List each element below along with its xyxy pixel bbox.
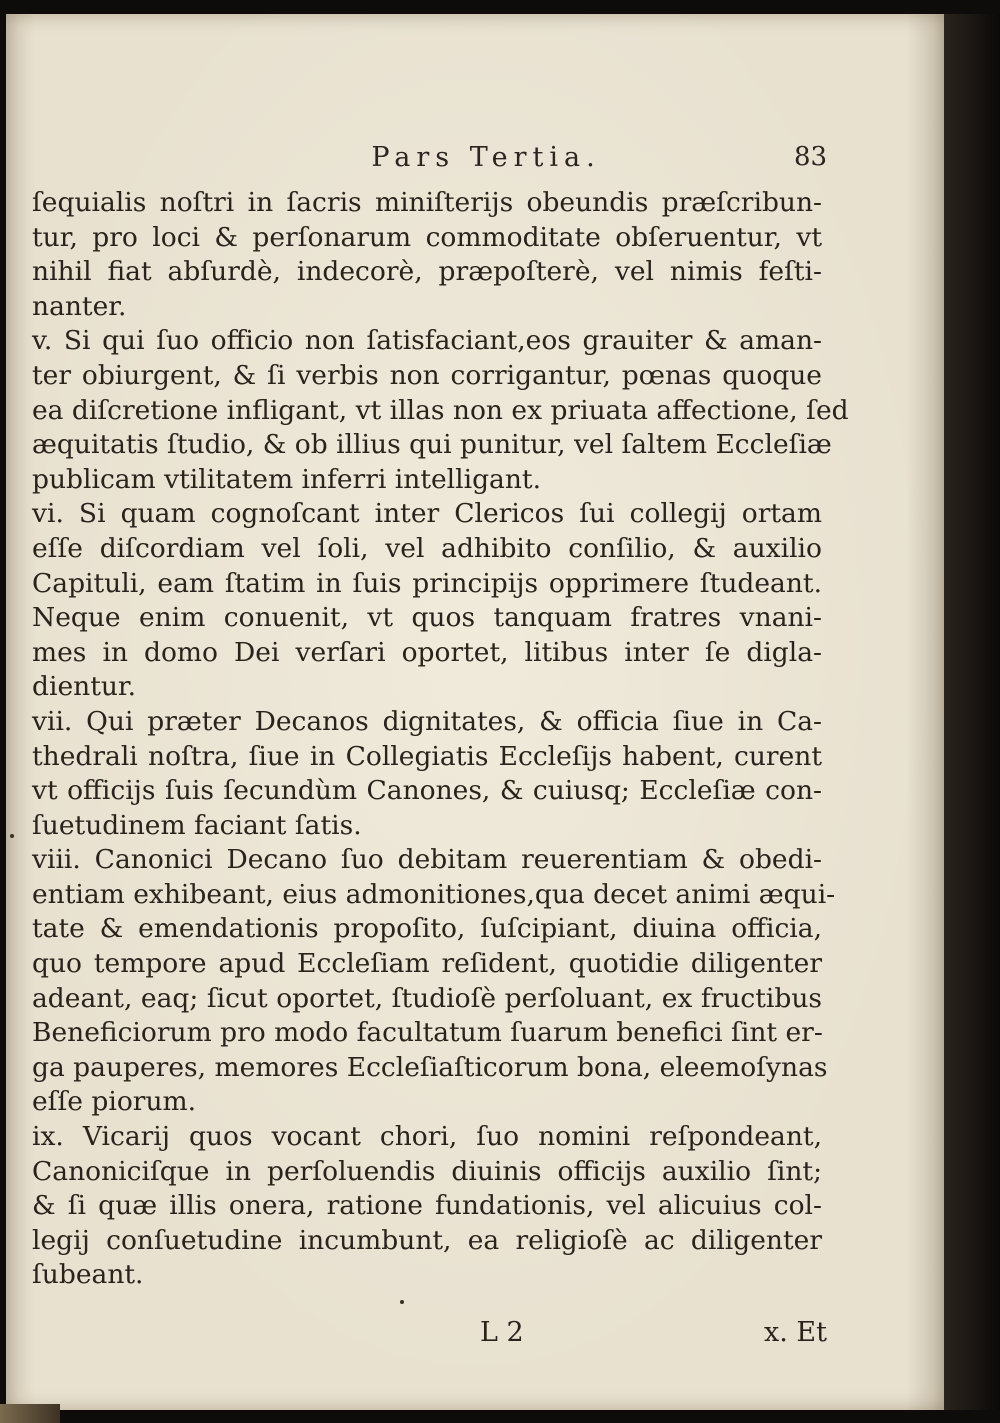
body-text [32,186,849,1293]
text-line-section-v: v. Si qui ſuo officio non ſatisfaciant,eos grauiter & aman- [32,325,822,357]
text-line-section-vi: vi. Si quam cognoſcant inter Clericos ſui collegij ortam [32,498,822,530]
ink-speck [400,1300,404,1304]
text-line: thedrali noſtra, ſiue in Collegiatis Eccleſijs habent, curent [32,740,822,772]
text-line-section-ix: ix. Vicarij quos vocant chori, ſuo nomini reſpondeant, [32,1121,822,1153]
text-line: ga pauperes, memores Eccleſiaſticorum bona, eleemoſynas [32,1051,828,1083]
running-head-title: Pars Tertia. [371,142,601,173]
text-line: eſſe piorum. [32,1086,197,1118]
text-line: tate & emendationis propoſito, ſuſcipiant, diuina officia, [32,913,822,945]
text-line: Capituli, eam ſtatim in ſuis principijs opprimere ſtudeant. [32,567,822,599]
text-line: ſubeant. [32,1259,144,1291]
text-line: ſequialis noſtri in ſacris miniſterijs obeundis præſcribun- [32,187,822,218]
text-line-section-viii: viii. Canonici Decano ſuo debitam reuerentiam & obedi- [32,844,822,876]
text-line: ea diſcretione infligant, vt illas non ex priuata affectione, ſed [32,394,849,426]
text-line: quo tempore apud Eccleſiam reſident, quotidie diligenter [32,948,822,980]
text-line: Canoniciſque in perſoluendis diuinis officijs auxilio ſint; [32,1155,822,1187]
page-edge-shadow [944,14,1000,1410]
text-line: tur, pro loci & perſonarum commoditate obſeruentur, vt [32,221,822,253]
running-head [26,142,946,182]
page-footer [6,1317,946,1357]
text-line: legij conſuetudine incumbunt, ea religioſè ac diligenter [32,1224,822,1256]
text-line: eſſe diſcordiam vel ſoli, vel adhibito conſilio, & auxilio [32,532,822,564]
text-line: vt officijs ſuis ſecundùm Canones, & cuiusq; Eccleſiæ con- [32,775,822,807]
text-line: & ſi quæ illis onera, ratione fundationis, vel alicuius col- [32,1190,822,1222]
binding-edge [0,1404,60,1423]
page-number: 83 [794,142,828,172]
text-line: Beneficiorum pro modo facultatum ſuarum benefici ſint er- [32,1017,823,1049]
text-line: entiam exhibeant, eius admonitiones,qua decet animi æqui- [32,878,836,910]
text-line: nihil fiat abſurdè, indecorè, præpoſterè, vel nimis feſti- [32,256,822,288]
text-line: Neque enim conuenit, vt quos tanquam fratres vnani- [32,602,822,634]
ink-speck [10,834,14,838]
text-line: dientur. [32,671,137,703]
catchword: x. Et [764,1317,827,1348]
signature-mark: L 2 [480,1317,524,1348]
text-line: adeant, eaq; ſicut oportet, ſtudioſè perſoluant, ex fructibus [32,982,822,1014]
text-line: æquitatis ſtudio, & ob illius qui punitur, vel ſaltem Eccleſiæ [32,429,832,461]
text-line-section-vii: vii. Qui præter Decanos dignitates, & officia ſiue in Ca- [32,705,822,737]
text-line: ter obiurgent, & ſi verbis non corrigantur, pœnas quoque [32,359,822,391]
text-line: mes in domo Dei verſari oportet, litibus inter ſe digla- [32,636,822,668]
text-line: publicam vtilitatem inferri intelligant. [32,463,541,495]
text-line: nanter. [32,290,127,322]
text-line: ſuetudinem faciant ſatis. [32,809,362,841]
book-page [6,14,946,1410]
